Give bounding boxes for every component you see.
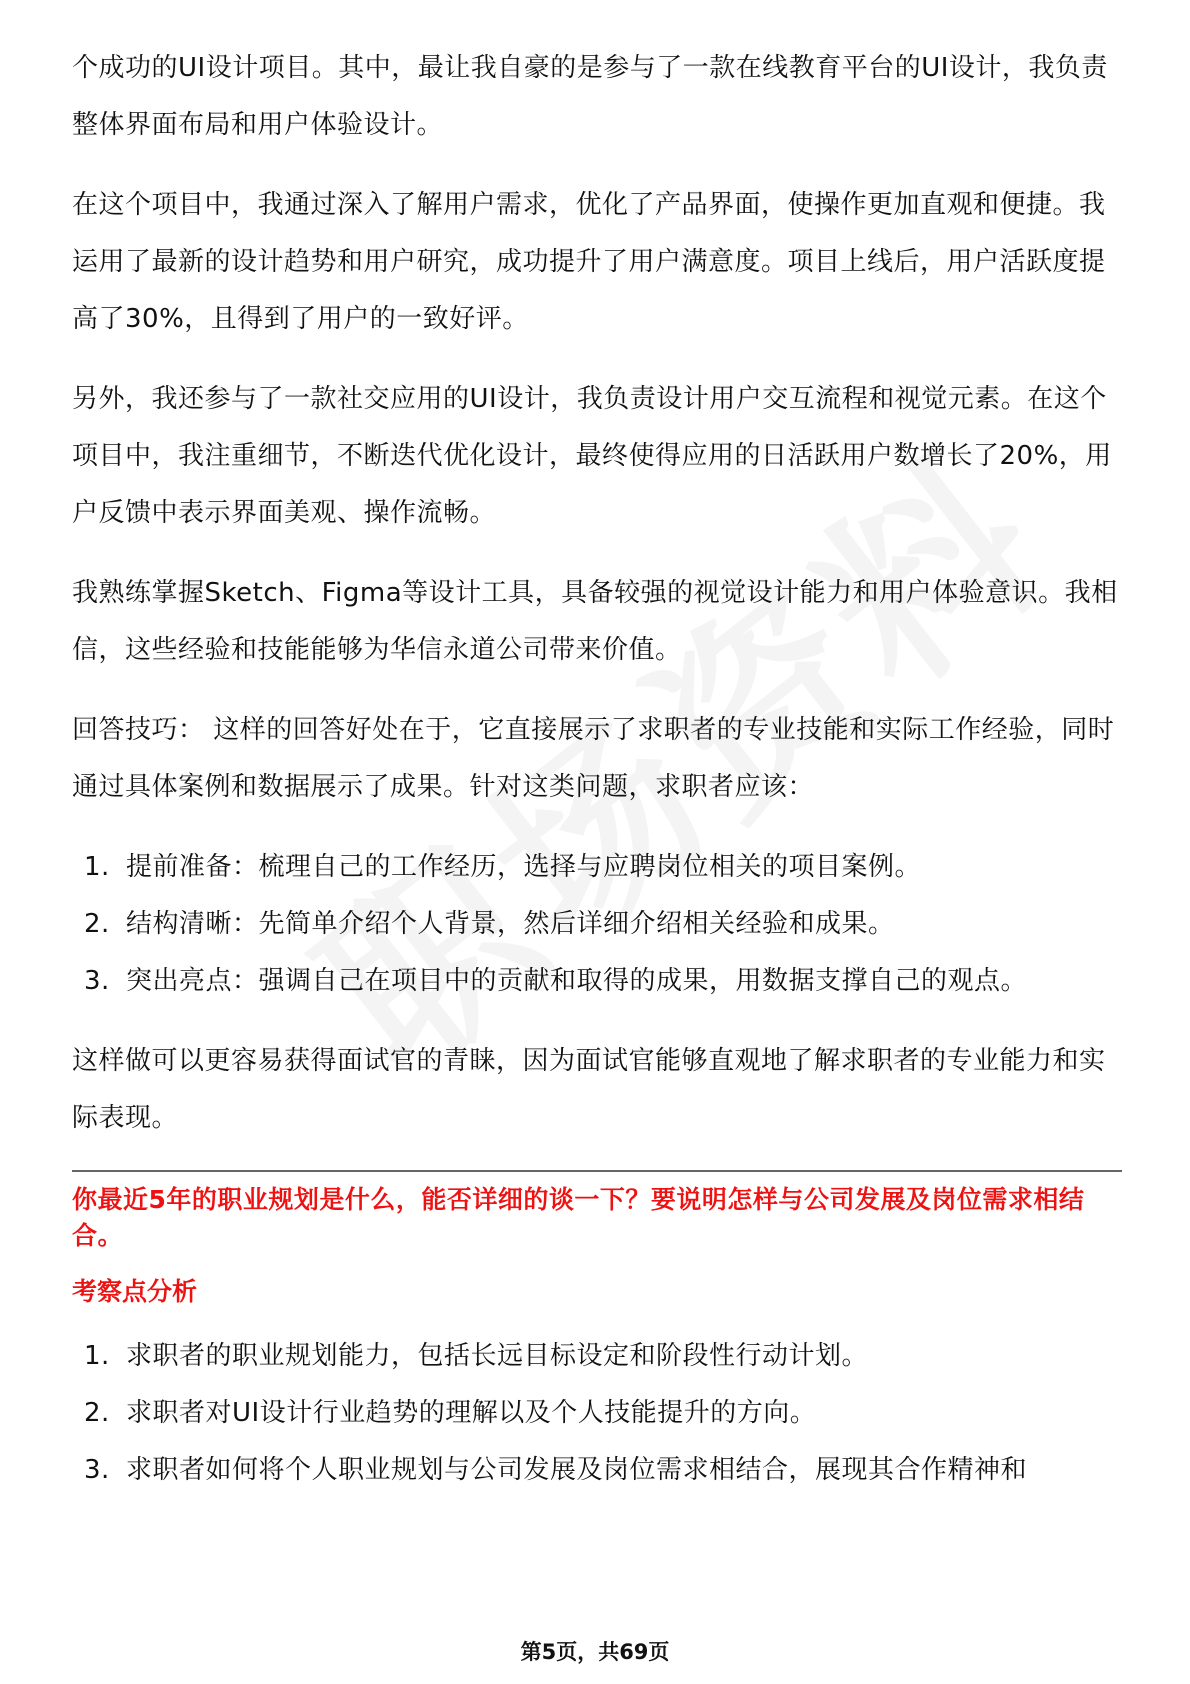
list-number: 1. [84,1341,110,1371]
list-number: 1. [84,852,110,882]
page-footer: 第5页，共69页 [520,1640,670,1664]
page-content [72,40,1122,1522]
interview-question: 你最近5年的职业规划是什么，能否详细的谈一下？要说明怎样与公司发展及岗位需求相结合。 [72,1185,1085,1250]
paragraph-project-intro: 个成功的UI设计项目。其中，最让我自豪的是参与了一款在线教育平台的UI设计，我负责整体界面布局和用户体验设计。 [72,53,1108,140]
list-number: 3. [84,1455,110,1485]
paragraph-conclusion: 这样做可以更容易获得面试官的青睐，因为面试官能够直观地了解求职者的专业能力和实际表现。 [72,1046,1106,1133]
paragraph-project-details: 在这个项目中，我通过深入了解用户需求，优化了产品界面，使操作更加直观和便捷。我运用了最新的设计趋势和用户研究，成功提升了用户满意度。项目上线后，用户活跃度提高了30%，且得到了用户的一致好评。 [72,190,1106,334]
list-item [72,839,1122,896]
list-item [72,1442,1122,1499]
analysis-list [72,1328,1122,1499]
paragraph-skills: 我熟练掌握Sketch、Figma等设计工具，具备较强的视觉设计能力和用户体验意识。我相信，这些经验和技能能够为华信永道公司带来价值。 [72,578,1118,665]
analysis-heading: 考察点分析 [72,1277,198,1306]
list-item [72,953,1122,1010]
list-number: 3. [84,966,110,996]
list-text: 求职者的职业规划能力，包括长远目标设定和阶段性行动计划。 [126,1341,869,1371]
list-item [72,1328,1122,1385]
list-text: 求职者如何将个人职业规划与公司发展及岗位需求相结合，展现其合作精神和 [126,1455,1028,1485]
list-text: 提前准备：梳理自己的工作经历，选择与应聘岗位相关的项目案例。 [126,852,922,882]
list-text: 结构清晰：先简单介绍个人背景，然后详细介绍相关经验和成果。 [126,909,895,939]
list-text: 求职者对UI设计行业趋势的理解以及个人技能提升的方向。 [126,1398,817,1428]
list-text: 突出亮点：强调自己在项目中的贡献和取得的成果，用数据支撑自己的观点。 [126,966,1028,996]
tips-list [72,839,1122,1010]
list-item [72,1385,1122,1442]
paragraph-social-app: 另外，我还参与了一款社交应用的UI设计，我负责设计用户交互流程和视觉元素。在这个项目中，我注重细节，不断迭代优化设计，最终使得应用的日活跃用户数增长了20%，用户反馈中表示界面美观、操作流畅。 [72,384,1112,528]
section-divider [72,1170,1122,1172]
paragraph-answer-tips: 回答技巧： 这样的回答好处在于，它直接展示了求职者的专业技能和实际工作经验，同时通过具体案例和数据展示了成果。针对这类问题，求职者应该： [72,715,1115,802]
list-number: 2. [84,909,110,939]
list-item [72,896,1122,953]
list-number: 2. [84,1398,110,1428]
